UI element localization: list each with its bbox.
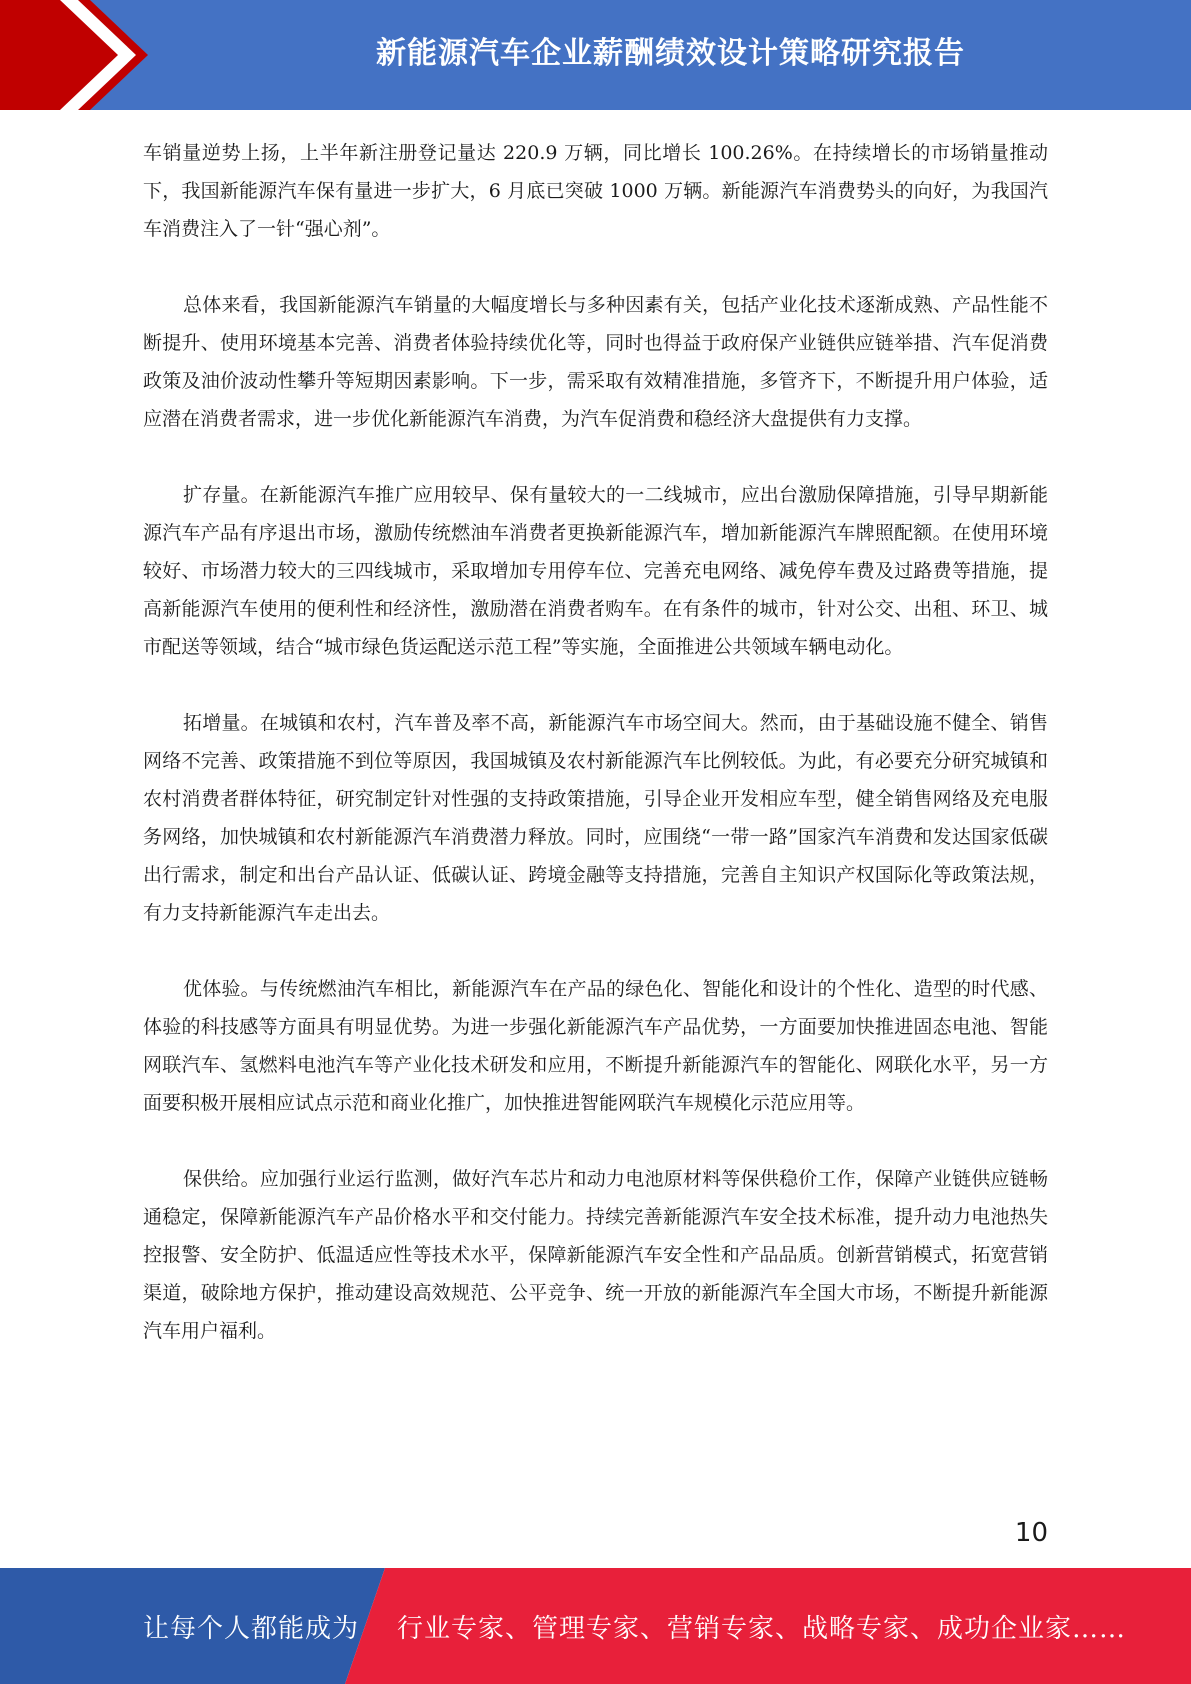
page-header [0, 0, 1191, 110]
document-title: 新能源汽车企业薪酬绩效设计策略研究报告 [376, 36, 965, 71]
paragraph-5: 优体验。与传统燃油汽车相比，新能源汽车在产品的绿色化、智能化和设计的个性化、造型的时代感、体验的科技感等方面具有明显优势。为进一步强化新能源汽车产品优势，一方面要加快推进固态电池、智能网联汽车、氢燃料电池汽车等产业化技术研发和应用，不断提升新能源汽车的智能化、网联化水平，另一方面要积极开展相应试点示范和商业化推广，加快推进智能网联汽车规模化示范应用等。 [143, 978, 1048, 1114]
paragraph-3: 扩存量。在新能源汽车推广应用较早、保有量较大的一二线城市，应出台激励保障措施，引导早期新能源汽车产品有序退出市场，激励传统燃油车消费者更换新能源汽车，增加新能源汽车牌照配额。在使用环境较好、市场潜力较大的三四线城市，采取增加专用停车位、完善充电网络、减免停车费及过路费等措施，提高新能源汽车使用的便利性和经济性，激励潜在消费者购车。在有条件的城市，针对公交、出租、环卫、城市配送等领域，结合“城市绿色货运配送示范工程”等实施，全面推进公共领域车辆电动化。 [143, 484, 1048, 658]
paragraph-1: 车销量逆势上扬，上半年新注册登记量达 220.9 万辆，同比增长 100.26%。在持续增长的市场销量推动下，我国新能源汽车保有量进一步扩大，6 月底已突破 1000 万辆。新能源汽车消费势头的向好，为我国汽车消费注入了一针“强心剂”。 [143, 142, 1048, 240]
footer-slogan-left: 让每个人都能成为 [143, 1613, 360, 1644]
paragraph-6: 保供给。应加强行业运行监测，做好汽车芯片和动力电池原材料等保供稳价工作，保障产业链供应链畅通稳定，保障新能源汽车产品价格水平和交付能力。持续完善新能源汽车安全技术标准，提升动力电池热失控报警、安全防护、低温适应性等技术水平，保障新能源汽车安全性和产品品质。创新营销模式，拓宽营销渠道，破除地方保护，推动建设高效规范、公平竞争、统一开放的新能源汽车全国大市场，不断提升新能源汽车用户福利。 [143, 1168, 1048, 1342]
paragraph-4: 拓增量。在城镇和农村，汽车普及率不高，新能源汽车市场空间大。然而，由于基础设施不健全、销售网络不完善、政策措施不到位等原因，我国城镇及农村新能源汽车比例较低。为此，有必要充分研究城镇和农村消费者群体特征，研究制定针对性强的支持政策措施，引导企业开发相应车型，健全销售网络及充电服务网络，加快城镇和农村新能源汽车消费潜力释放。同时，应围绕“一带一路”国家汽车消费和发达国家低碳出行需求，制定和出台产品认证、低碳认证、跨境金融等支持措施，完善自主知识产权国际化等政策法规，有力支持新能源汽车走出去。 [143, 712, 1048, 924]
paragraph-2: 总体来看，我国新能源汽车销量的大幅度增长与多种因素有关，包括产业化技术逐渐成熟、产品性能不断提升、使用环境基本完善、消费者体验持续优化等，同时也得益于政府保产业链供应链举措、汽车促消费政策及油价波动性攀升等短期因素影响。下一步，需采取有效精准措施，多管齐下，不断提升用户体验，适应潜在消费者需求，进一步优化新能源汽车消费，为汽车促消费和稳经济大盘提供有力支撑。 [143, 294, 1048, 430]
page-footer [0, 1568, 1191, 1684]
footer-slogan-right: 行业专家、管理专家、营销专家、战略专家、成功企业家…… [397, 1613, 1127, 1644]
page-number: 10 [1014, 1518, 1048, 1548]
document-body [143, 134, 1048, 1388]
header-arrow-decoration [0, 0, 160, 110]
